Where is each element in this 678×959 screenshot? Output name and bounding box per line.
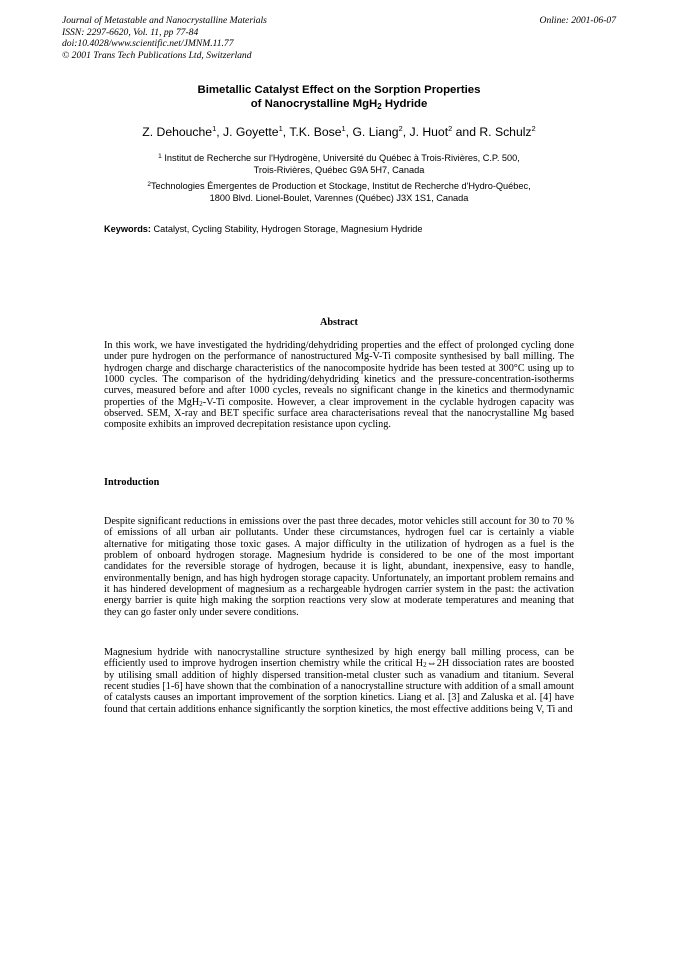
journal-name: Journal of Metastable and Nanocrystalline Materials <box>62 15 267 26</box>
title-line-2-text: of Nanocrystalline MgH <box>250 97 378 110</box>
journal-doi: doi:10.4028/www.scientific.net/JMNM.11.77 <box>62 38 234 49</box>
title-line-2-end: Hydride <box>381 97 428 110</box>
keywords <box>104 223 574 235</box>
affiliation-2 <box>62 180 616 204</box>
paper-title <box>62 84 616 111</box>
author: J. Goyette$^1$, <box>223 124 290 139</box>
keywords-text: Catalyst, Cycling Stability, Hydrogen Storage, Magnesium Hydride <box>150 224 423 234</box>
journal-copyright: © 2001 Trans Tech Publications Ltd, Switzerland <box>62 49 252 61</box>
author: Z. Dehouche$^1$, <box>142 124 224 139</box>
affiliation-line: 1800 Blvd. Lionel-Boulet, Varennes (Québec) J3X 1S1, Canada <box>209 193 469 203</box>
affiliation-number: 2 <box>147 181 151 188</box>
introduction-heading: Introduction <box>104 477 160 488</box>
introduction-paragraph-1: Despite significant reductions in emissions over the past three decades, motor vehicles still account for 30 to 70 % of emissions of all urban air pollutants. Under these circumstances, hydrogen fuel car is certainly a viable alternative for mitigating those toxic gases. A major difficulty in the utilization of hydrogen as a fuel is the problem of onboard hydrogen storage. Magnesium hydride is considered to be one of the most important candidates for the reversible storage of hydrogen, because it is light, abundant, inexpensive, easy to handle, environmentally benign, and has high hydrogen storage capacity. Unfortunately, an important problem remains and it has hindered development of magnesium as a rechargeable hydrogen carrier system in the past: the activation energy barrier is quite high making the sorption reactions very slow at moderate temperatures and meaning that they can go faster only under severe conditions. <box>104 516 574 618</box>
introduction-paragraph-2: Magnesium hydride with nanocrystalline structure synthesized by high energy ball milling process, can be efficiently used to improve hydrogen insertion chemistry while the critical $H_2\Leftrightarrow 2H$ dissociation rates are boosted by utilising small addition of highly dispersed transition-metal cluster such as vanadium and titanium. Several recent studies [1-6] have shown that the combination of a nanocrystalline structure with addition of a small amount of catalysts causes an important improvement of the sorption kinetics. Liang et al. [3] and Zaluska et al. [4] have found that certain additions enhance significantly the sorption kinetics, the most effective additions being V, Ti and <box>104 647 574 715</box>
author: G. Liang$^2$, <box>352 124 410 139</box>
title-line-1: Bimetallic Catalyst Effect on the Sorption Properties <box>197 84 481 96</box>
affiliation-line: Trois-Rivières, Québec G9A 5H7, Canada <box>253 165 425 175</box>
journal-info <box>62 15 392 61</box>
affiliation-line: Technologies Émergentes de Production et Stockage, Institut de Recherche d'Hydro-Québec, <box>150 181 531 191</box>
abstract-text: In this work, we have investigated the hydriding/dehydriding properties and the effect of prolonged cycling done under pure hydrogen on the performance of nanostructured Mg-V-Ti composite synthesised by ball milling. The hydrogen charge and discharge characteristics of the nanocomposite hydride has been tested at 300°C using up to 1000 cycles. The comparison of the hydriding/dehydriding kinetics and the pressure-concentration-isotherms curves, measured before and after 1000 cycles, reveals no significant change in the kinetics and thermodynamic properties of the MgH$_2$-V-Ti composite. However, a clear improvement in the cyclable hydrogen capacity was observed. SEM, X-ray and BET specific surface area characterisations reveal that the nanocrystalline Mg based composite exhibits an improved decrepitation resistance upon cycling. <box>104 340 574 431</box>
title-line-2 <box>62 98 616 112</box>
journal-issn: ISSN: 2297-6620, Vol. 11, pp 77-84 <box>62 26 199 38</box>
affiliation-number: 1 <box>158 153 162 160</box>
author-list <box>62 124 616 140</box>
affiliation-line: Institut de Recherche sur l'Hydrogène, Université du Québec à Trois-Rivières, C.P. 500, <box>164 153 520 163</box>
author: R. Schulz$^2$ <box>479 124 536 139</box>
affiliation-1 <box>62 152 616 176</box>
title-subscript: 2 <box>377 101 382 111</box>
author: T.K. Bose$^1$, <box>289 124 353 139</box>
abstract-heading: Abstract <box>320 317 358 328</box>
author: J. Huot$^2$ and <box>409 124 480 139</box>
online-date: Online: 2001-06-07 <box>539 15 616 26</box>
keywords-label: Keywords: <box>104 224 151 234</box>
